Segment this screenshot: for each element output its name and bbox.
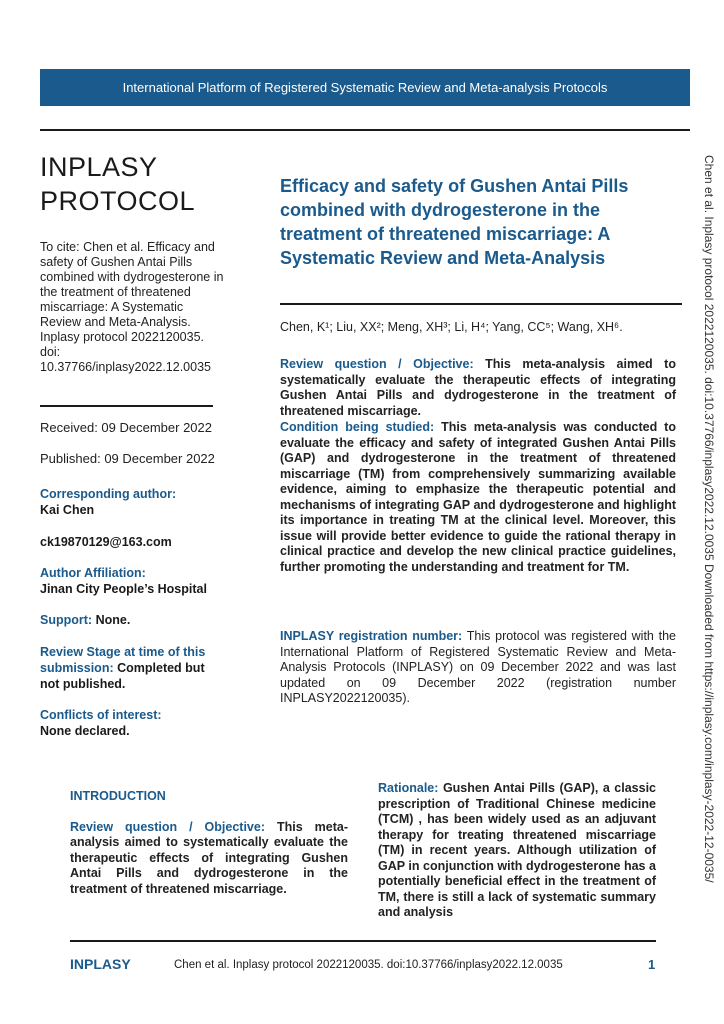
citation-text: To cite: Chen et al. Efficacy and safety of Gushen Antai Pills combined with dydrogesterone in the treatment of threatened miscarriage: A Systematic Review and Meta-Analysis. Inplasy protocol 2022120035. doi: 10.37766/inplasy2022.12.0035 <box>40 240 224 374</box>
top-rule <box>40 129 690 131</box>
title-rule <box>280 303 682 305</box>
footer-brand: INPLASY <box>70 956 131 972</box>
condition-section <box>280 420 676 575</box>
registration-label: INPLASY registration number: <box>280 629 463 643</box>
received-date: Received: 09 December 2022 <box>40 420 212 435</box>
introduction-heading: INTRODUCTION <box>70 789 166 803</box>
paper-title: Efficacy and safety of Gushen Antai Pills combined with dydrogesterone in the treatment of threatened miscarriage: A Systematic Review and Meta-Analysis <box>280 176 629 268</box>
conflicts-value: None declared. <box>40 724 130 738</box>
side-download-note <box>700 155 718 915</box>
author-list: Chen, K¹; Liu, XX²; Meng, XH³; Li, H⁴; Yang, CC⁵; Wang, XH⁶. <box>280 320 623 334</box>
footer-citation: Chen et al. Inplasy protocol 2022120035. doi:10.37766/inplasy2022.12.0035 <box>174 959 563 971</box>
rationale-section <box>378 781 656 921</box>
registration-section <box>280 629 676 707</box>
condition-text: This meta-analysis was conducted to evaluate the efficacy and safety of integrated Gushen Antai Pills (GAP) and dydrogesterone in the treatment of threatened miscarriage (TM) from comprehensively summarizing available evidence, aiming to emphasize the therapeutic potential and mechanisms of integrating GAP and dydrogesterone and highlight its importance in treating TM at the clinical level. Moreover, this issue will provide better evidence to guide the rational therapy in clinical practice and develop the new clinical practice guidelines, further promoting the understanding and treatment for TM. <box>280 420 676 574</box>
review-question-text: This meta-analysis aimed to systematically evaluate the therapeutic effects of integrating Gushen Antai Pills and dydrogesterone in the treatment of threatened miscarriage. <box>280 357 676 418</box>
condition-label: Condition being studied: <box>280 420 435 434</box>
review-question-label: Review question / Objective: <box>280 357 474 371</box>
review-stage-value: Completed but not published. <box>40 661 205 691</box>
conflicts-label: Conflicts of interest: <box>40 708 162 722</box>
corresponding-label: Corresponding author: <box>40 487 177 501</box>
conflicts-of-interest <box>40 707 225 739</box>
registration-text: This protocol was registered with the International Platform of Registered Systematic Review and Meta-Analysis Protocols (INPLASY) on 09 December 2022 and was last updated on 09 December 2022 (registration number INPLASY2022120035). <box>280 629 676 705</box>
support-value: None. <box>95 613 131 627</box>
corresponding-email[interactable]: ck19870129@163.com <box>40 535 172 549</box>
page-number: 1 <box>648 957 656 972</box>
rationale-text: Gushen Antai Pills (GAP), a classic prescription of Traditional Chinese medicine (TCM) , has been widely used as an adjuvant therapy for treating threatened miscarriage (TM) in recent years. Although utilization of GAP in conjunction with dydrogesterone has a potentially beneficial effect in the treatment of TM, there is still a lack of systematic summary and analysis <box>378 781 656 919</box>
left-divider-rule <box>40 405 213 407</box>
support <box>40 612 225 628</box>
support-label: Support: <box>40 613 93 627</box>
header-banner <box>40 69 690 106</box>
left-sidebar <box>40 150 225 375</box>
rationale-label: Rationale: <box>378 781 439 795</box>
logo-line-2: PROTOCOL <box>40 186 196 216</box>
review-stage <box>40 644 225 692</box>
published-date: Published: 09 December 2022 <box>40 451 215 466</box>
footer-rule <box>70 940 656 942</box>
logo-line-1: INPLASY <box>40 152 158 182</box>
banner-text: International Platform of Registered Systematic Review and Meta-analysis Protocols <box>122 80 608 95</box>
author-affiliation <box>40 565 225 597</box>
introduction-section <box>70 789 348 897</box>
affiliation-label: Author Affiliation: <box>40 566 146 580</box>
intro-review-question-label: Review question / Objective: <box>70 819 265 834</box>
affiliation-value: Jinan City People’s Hospital <box>40 582 207 596</box>
inplasy-logo <box>40 150 225 218</box>
review-stage-label: Review Stage at time of this submission: <box>40 645 206 675</box>
corresponding-author <box>40 486 225 550</box>
review-question-section <box>280 357 676 419</box>
side-download-text: Chen et al. Inplasy protocol 2022120035. doi:10.37766/inplasy2022.12.0035 Downloaded from https://inplasy.com/inplasy-2022-12-0035/ <box>702 155 716 883</box>
corresponding-name: Kai Chen <box>40 503 95 517</box>
intro-review-question-text: This meta-analysis aimed to systematically evaluate the therapeutic effects of integrating Gushen Antai Pills and dydrogesterone in the treatment of threatened miscarriage. <box>70 819 348 896</box>
